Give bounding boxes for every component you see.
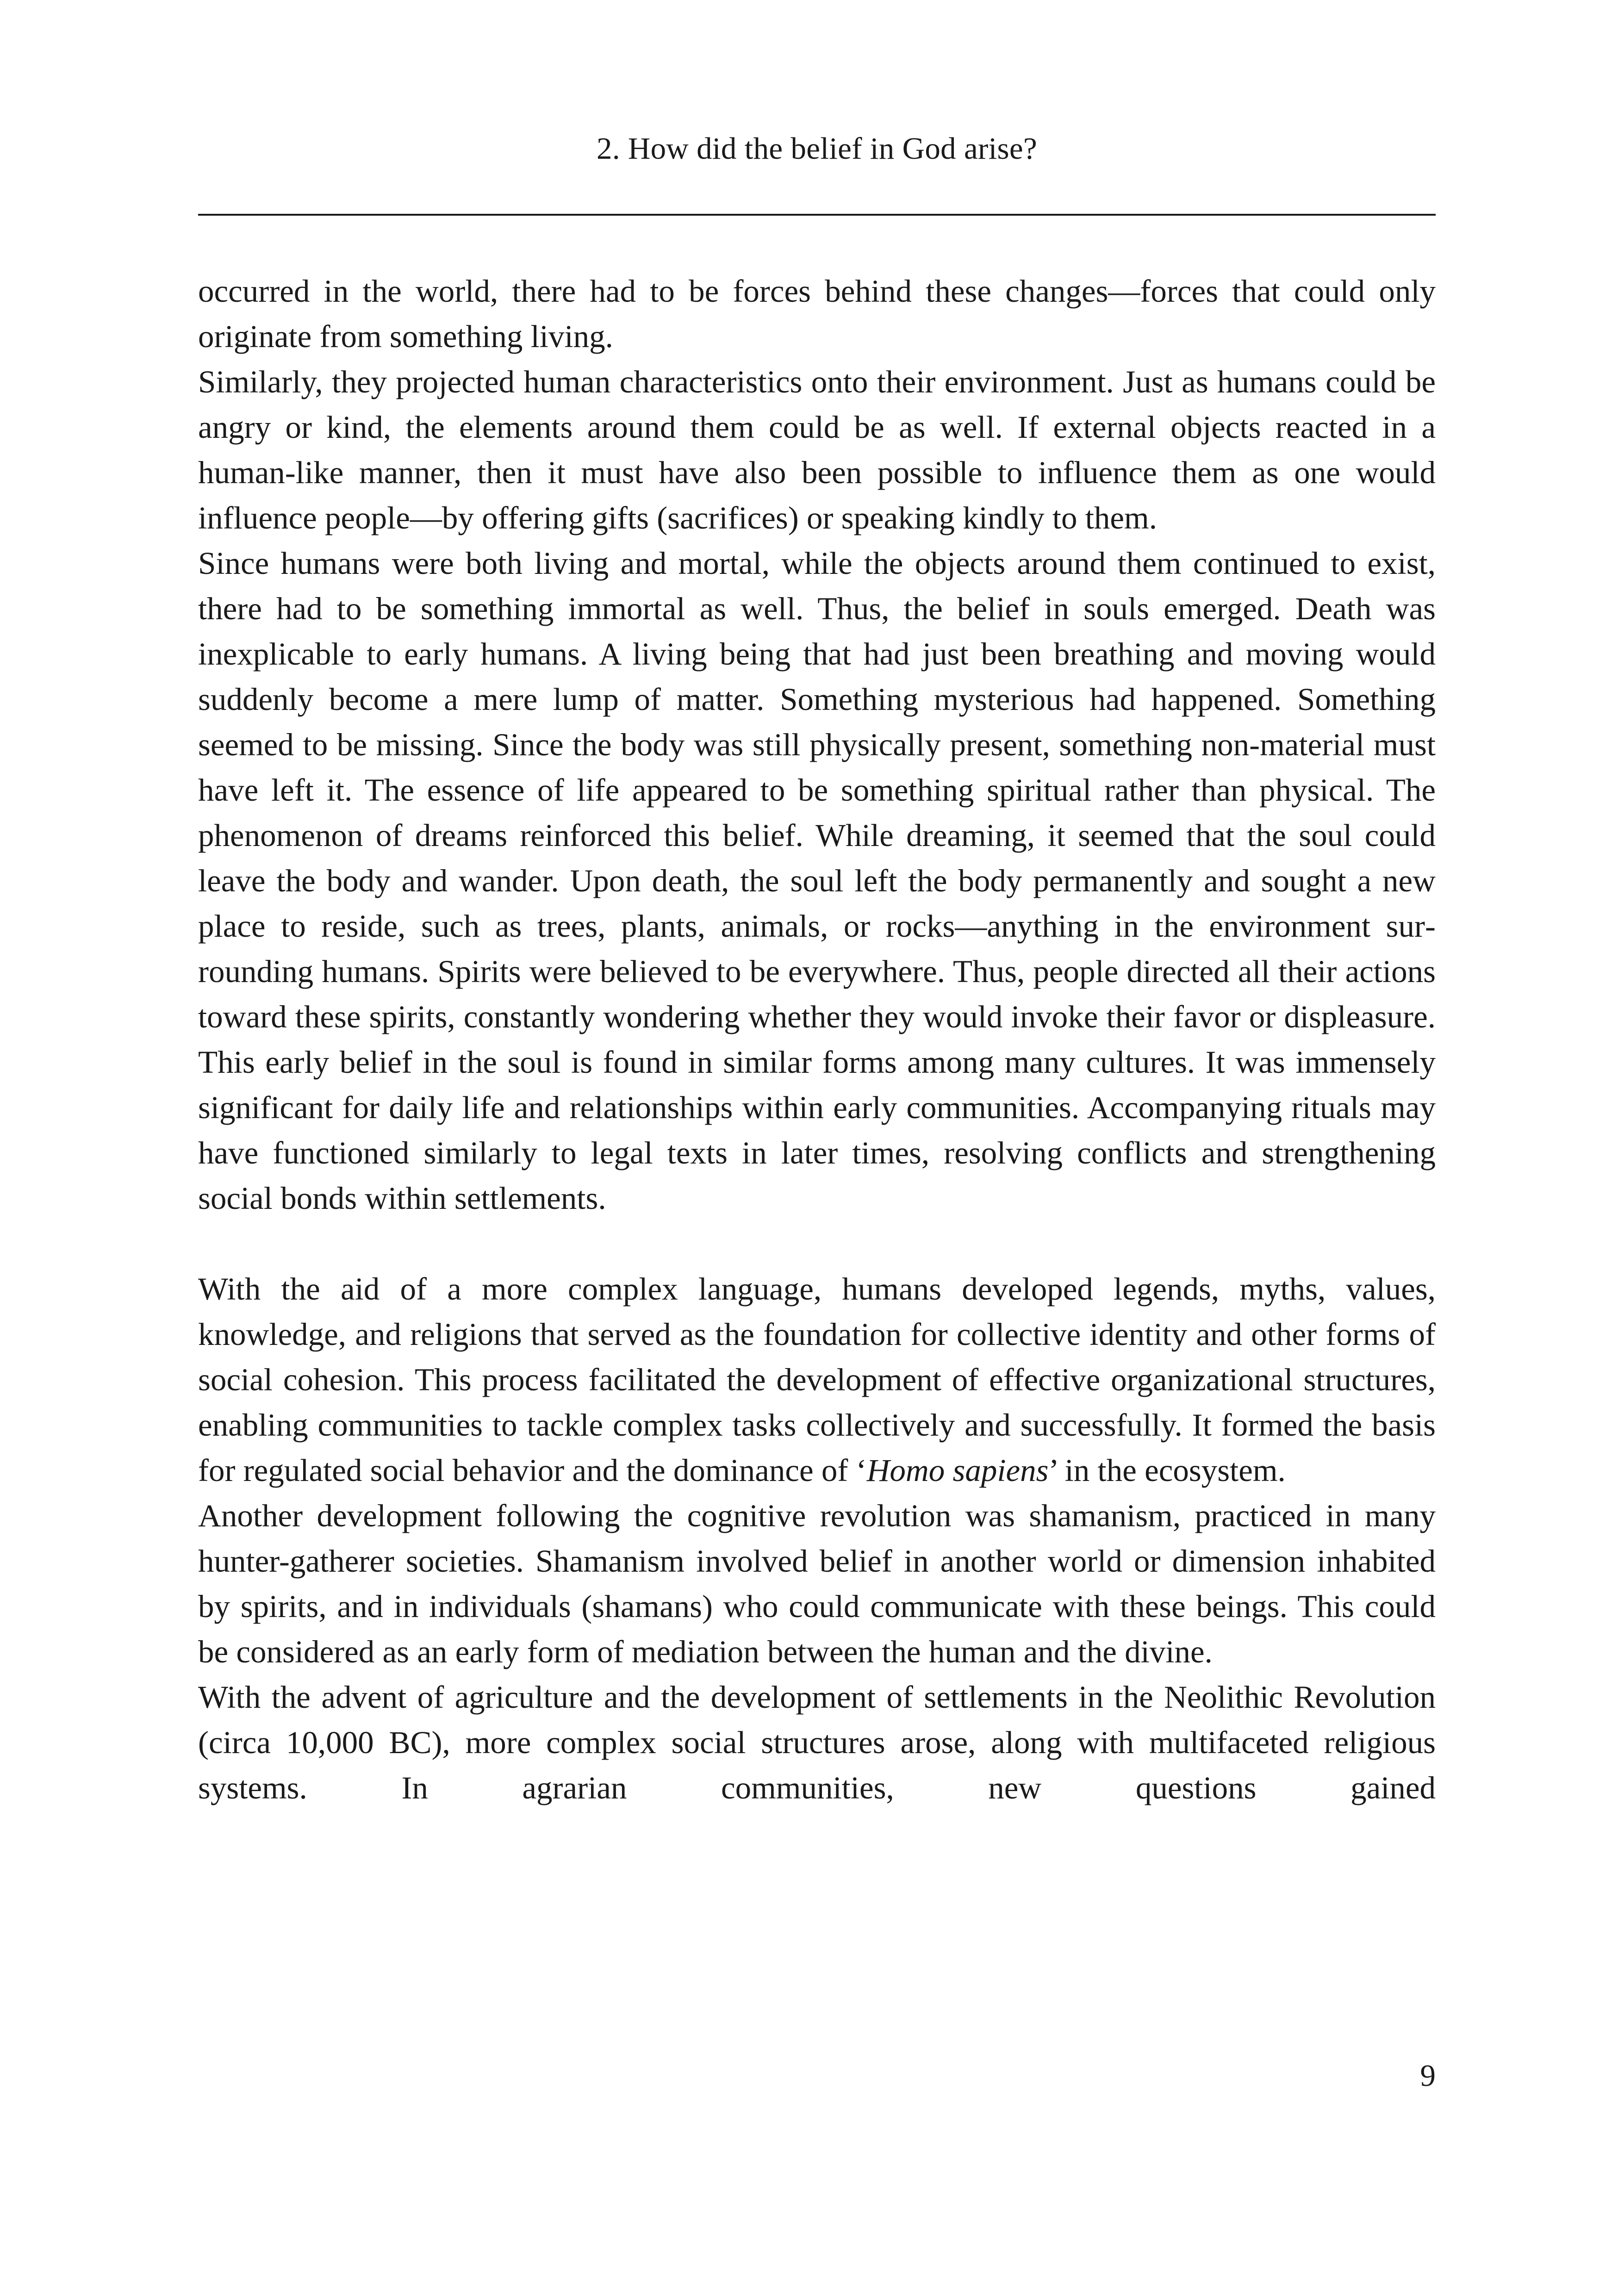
body-text: [198, 268, 1436, 1811]
paragraph-1: occurred in the world, there had to be forces behind these changes—forces that could only originate from something living.: [198, 274, 1436, 354]
paragraph-5: Another development following the cognitive revolution was shamanism, practiced in many hunter-gatherer societies. Shamanism involved belief in another world or dimension inhabited by spirits, and in individuals (shamans) who could communicate with these beings. This could be considered as an early form of mediation between the human and the divine.: [198, 1498, 1436, 1669]
paragraph-4: [198, 1266, 1436, 1493]
paragraph-6: With the advent of agriculture and the development of settlements in the Neolithic Revolution (circa 10,000 BC), more complex social structures arose, along with multifaceted religious systems. In agrarian communities, new questions gained: [198, 1680, 1436, 1805]
paragraph-4-text-b: ’ in the ecosystem.: [1048, 1453, 1286, 1488]
paragraph-2: Similarly, they projected human characteristics onto their environment. Just as humans could be angry or kind, the elements around them could be as well. If external objects reacted in a human-like manner, then it must have also been possible to influence them as one would influence people—by offering gifts (sacrifices) or speaking kindly to them.: [198, 364, 1436, 535]
running-head: 2. How did the belief in God arise?: [597, 131, 1037, 166]
homo-sapiens-italic: Homo sapiens: [866, 1453, 1049, 1488]
paragraph-4-text-a: With the aid of a more complex language, humans developed legends, myths, values, knowledge, and religions that served as the foundation for collective identity and other forms of social cohesion. This process facilitated the development of effective organizational structures, enabling communities to tackle complex tasks collectively and successfully. It formed the basis for regulated social behavior and the dominance of ‘: [198, 1271, 1436, 1488]
page-number: 9: [1420, 2059, 1436, 2093]
header-rule: [198, 214, 1436, 216]
paragraph-3: Since humans were both living and mortal, while the objects around them continued to exist, there had to be something immortal as well. Thus, the belief in souls emerged. Death was inexplicable to early humans. A living being that had just been breathing and moving would suddenly become a mere lump of matter. Something mysterious had happened. Something seemed to be missing. Since the body was still physically present, something non-material must have left it. The essence of life appeared to be something spiritual rather than physical. The phenomenon of dreams reinforced this belief. While dreaming, it seemed that the soul could leave the body and wander. Upon death, the soul left the body permanently and sought a new place to reside, such as trees, plants, animals, or rocks—anything in the environment surrounding humans. Spirits were believed to be everywhere. Thus, people directed all their actions toward these spirits, constantly wondering whether they would invoke their favor or displeasure. This early belief in the soul is found in similar forms among many cultures. It was immensely significant for daily life and relationships within early communities. Accompanying rituals may have functioned similarly to legal texts in later times, resolving conflicts and strengthening social bonds within settlements.: [198, 546, 1436, 1216]
